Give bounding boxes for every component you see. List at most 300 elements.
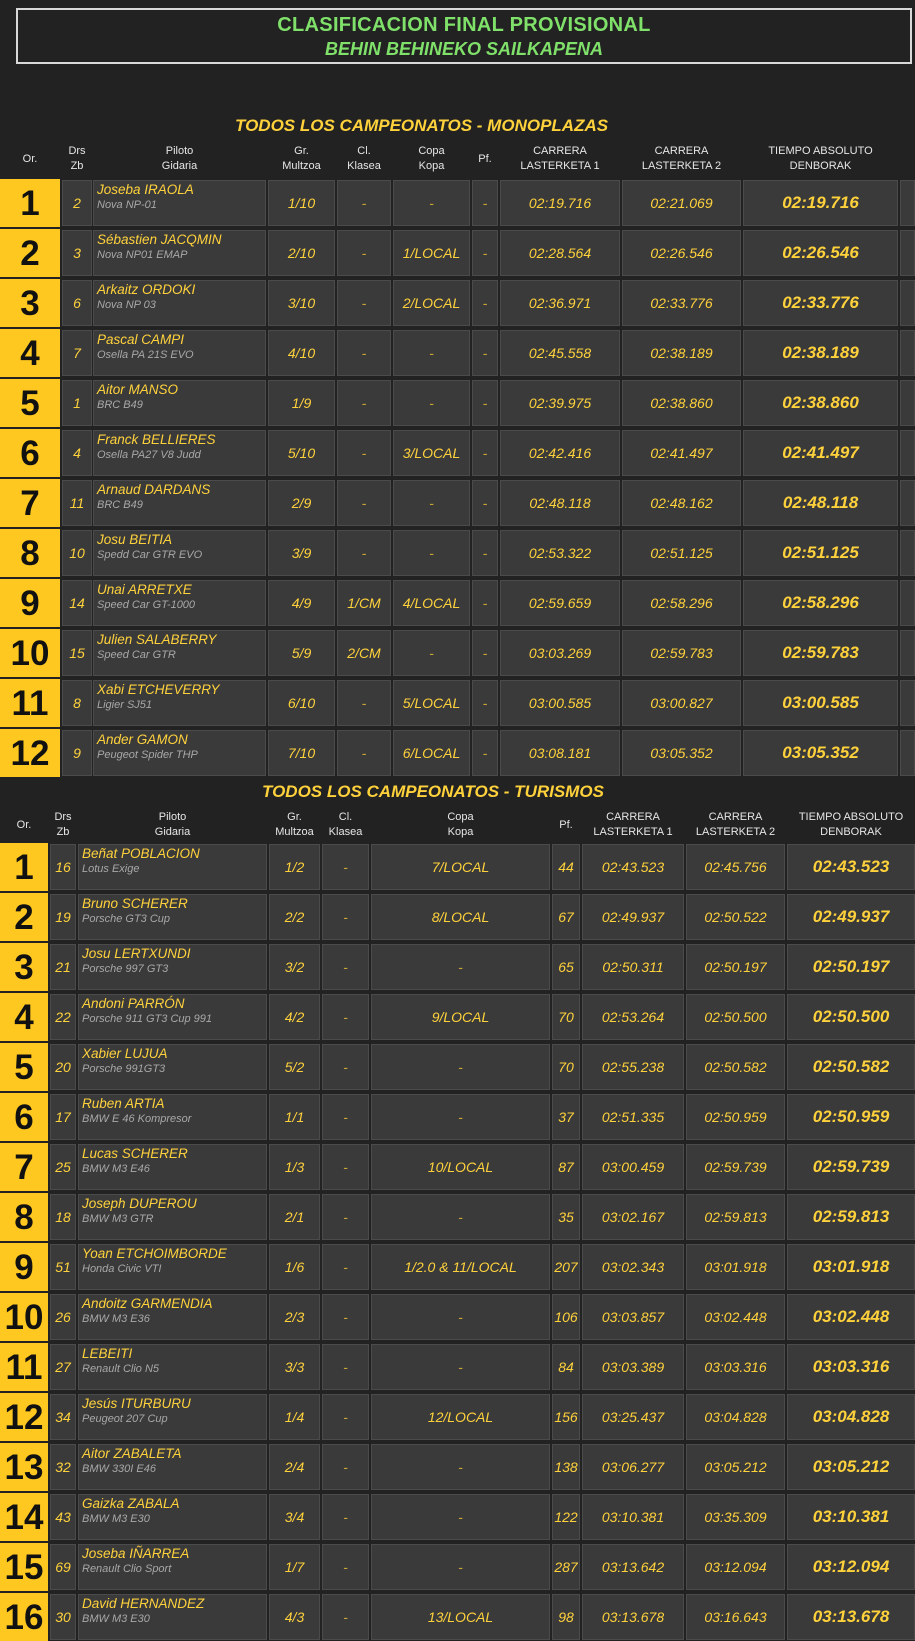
class-position: - — [322, 894, 369, 940]
pilot-cell — [78, 1594, 267, 1640]
class-position: 2/CM — [337, 630, 391, 676]
pf-value: 98 — [552, 1594, 580, 1640]
race-2-time: 03:35.309 — [686, 1494, 785, 1540]
group-position: 2/1 — [269, 1194, 320, 1240]
car-model: BMW M3 E30 — [82, 1513, 150, 1525]
extra-column-cell — [900, 480, 915, 526]
position-badge: 11 — [0, 1343, 48, 1391]
table-row — [0, 943, 915, 991]
class-position: - — [337, 230, 391, 276]
section-title: TODOS LOS CAMPEONATOS - MONOPLAZAS — [235, 116, 609, 135]
group-position: 1/1 — [269, 1094, 320, 1140]
group-position: 4/3 — [269, 1594, 320, 1640]
extra-column-cell — [900, 280, 915, 326]
absolute-time: 03:05.212 — [787, 1444, 915, 1490]
table-row — [0, 229, 915, 277]
car-model: Nova NP 03 — [97, 299, 156, 311]
table-row — [0, 1043, 915, 1091]
absolute-time: 03:03.316 — [787, 1344, 915, 1390]
driver-number: 14 — [62, 580, 92, 626]
header-piloto-line: Gidaria — [154, 826, 191, 838]
absolute-time: 03:00.585 — [743, 680, 898, 726]
pf-value: 287 — [552, 1544, 580, 1590]
race-1-time: 03:13.678 — [582, 1594, 684, 1640]
pilot-name: Josu BEITIA — [97, 532, 173, 547]
driver-number: 1 — [62, 380, 92, 426]
table-row — [0, 529, 915, 577]
group-position: 3/3 — [269, 1344, 320, 1390]
position-badge: 16 — [0, 1593, 48, 1641]
driver-number: 6 — [62, 280, 92, 326]
absolute-time: 03:04.828 — [787, 1394, 915, 1440]
page-subtitle: BEHIN BEHINEKO SAILKAPENA — [324, 39, 604, 59]
cup-position: - — [371, 944, 550, 990]
driver-number: 19 — [50, 894, 76, 940]
class-position: - — [322, 1094, 369, 1140]
table-row — [0, 1343, 915, 1391]
pilot-cell — [78, 1194, 267, 1240]
car-model: Porsche 911 GT3 Cup 991 — [82, 1013, 213, 1025]
table-row — [0, 1093, 915, 1141]
absolute-time: 02:49.937 — [787, 894, 915, 940]
race-1-time: 02:19.716 — [500, 180, 620, 226]
race-2-time: 02:38.860 — [622, 380, 741, 426]
race-2-time: 02:21.069 — [622, 180, 741, 226]
cup-position: 7/LOCAL — [371, 844, 550, 890]
absolute-time: 02:48.118 — [743, 480, 898, 526]
extra-column-cell — [900, 330, 915, 376]
absolute-time: 02:58.296 — [743, 580, 898, 626]
absolute-time: 02:50.197 — [787, 944, 915, 990]
section-title: TODOS LOS CAMPEONATOS - TURISMOS — [262, 782, 604, 801]
pf-value: 70 — [552, 994, 580, 1040]
driver-number: 15 — [62, 630, 92, 676]
absolute-time: 03:05.352 — [743, 730, 898, 776]
pilot-name: Joseba IRAOLA — [97, 182, 194, 197]
pilot-name: Arkaitz ORDOKI — [97, 282, 196, 297]
class-position: - — [337, 280, 391, 326]
header-or-line: Or. — [16, 818, 32, 831]
pilot-cell — [93, 230, 266, 276]
race-2-time: 03:05.212 — [686, 1444, 785, 1490]
group-position: 3/4 — [269, 1494, 320, 1540]
car-model: Nova NP-01 — [97, 199, 157, 211]
pilot-name: David HERNANDEZ — [82, 1596, 205, 1611]
pilot-cell — [93, 430, 266, 476]
header-tiempo-absoluto — [787, 808, 915, 842]
group-position: 2/9 — [268, 480, 335, 526]
driver-number: 32 — [50, 1444, 76, 1490]
race-2-time: 03:01.918 — [686, 1244, 785, 1290]
position-badge: 3 — [0, 943, 48, 991]
pilot-name: Aitor MANSO — [97, 382, 179, 397]
header-drs — [50, 808, 76, 842]
class-position: - — [322, 1394, 369, 1440]
pilot-cell — [78, 944, 267, 990]
cup-position: 8/LOCAL — [371, 894, 550, 940]
pilot-cell — [78, 1144, 267, 1190]
header-carrera-2 — [686, 808, 785, 842]
position-badge: 13 — [0, 1443, 48, 1491]
group-position: 4/10 — [268, 330, 335, 376]
header-gr-line: Multzoa — [282, 160, 321, 172]
group-position: 3/10 — [268, 280, 335, 326]
group-position: 5/9 — [268, 630, 335, 676]
class-position: - — [322, 944, 369, 990]
extra-column-cell — [900, 530, 915, 576]
group-position: 3/2 — [269, 944, 320, 990]
table-row — [0, 843, 915, 891]
position-badge: 2 — [0, 229, 60, 277]
car-model: BMW M3 E46 — [82, 1163, 150, 1175]
car-model: Osella PA 21S EVO — [97, 349, 194, 361]
cup-position: 9/LOCAL — [371, 994, 550, 1040]
header-piloto — [78, 808, 267, 842]
pilot-cell — [78, 1294, 267, 1340]
pilot-cell — [78, 994, 267, 1040]
pf-value: - — [472, 230, 498, 276]
pilot-cell — [78, 1244, 267, 1290]
pf-value: - — [472, 180, 498, 226]
race-1-time: 02:59.659 — [500, 580, 620, 626]
table-header — [0, 808, 915, 842]
header-cl-line: Cl. — [357, 145, 371, 157]
table-row — [0, 429, 915, 477]
pf-value: - — [472, 580, 498, 626]
position-badge: 11 — [0, 679, 60, 727]
table-row — [0, 729, 915, 777]
race-2-time: 02:48.162 — [622, 480, 741, 526]
table-row — [0, 1293, 915, 1341]
table-row — [0, 1443, 915, 1491]
group-position: 3/9 — [268, 530, 335, 576]
position-badge: 7 — [0, 1143, 48, 1191]
car-model: BMW E 46 Kompresor — [82, 1113, 192, 1125]
pf-value: 35 — [552, 1194, 580, 1240]
class-position: - — [322, 1194, 369, 1240]
car-model: BMW M3 E30 — [82, 1613, 150, 1625]
race-2-time: 02:45.756 — [686, 844, 785, 890]
header-pf — [552, 808, 580, 842]
cup-position: 3/LOCAL — [393, 430, 470, 476]
pilot-cell — [78, 1544, 267, 1590]
absolute-time: 02:38.860 — [743, 380, 898, 426]
group-position: 7/10 — [268, 730, 335, 776]
car-model: Porsche GT3 Cup — [82, 913, 171, 925]
car-model: Speed Car GT-1000 — [97, 599, 196, 611]
header-tiempo-absoluto-line: TIEMPO ABSOLUTO — [798, 811, 904, 823]
pf-value: 70 — [552, 1044, 580, 1090]
pilot-cell — [78, 1444, 267, 1490]
table-row — [0, 679, 915, 727]
cup-position: 5/LOCAL — [393, 680, 470, 726]
race-2-time: 02:51.125 — [622, 530, 741, 576]
group-position: 2/10 — [268, 230, 335, 276]
table-row — [0, 379, 915, 427]
header-copa-line: Copa — [418, 145, 445, 157]
pf-value: - — [472, 730, 498, 776]
car-model: Speed Car GTR — [97, 649, 176, 661]
class-position: - — [337, 680, 391, 726]
pilot-name: Pascal CAMPI — [97, 332, 185, 347]
extra-column-cell — [900, 430, 915, 476]
pf-value: - — [472, 630, 498, 676]
cup-position: - — [371, 1544, 550, 1590]
pf-value: 122 — [552, 1494, 580, 1540]
race-1-time: 02:53.322 — [500, 530, 620, 576]
pilot-name: Arnaud DARDANS — [97, 482, 211, 497]
cup-position: 2/LOCAL — [393, 280, 470, 326]
pilot-name: Julien SALABERRY — [97, 632, 217, 647]
class-position: - — [337, 380, 391, 426]
pilot-cell — [78, 1094, 267, 1140]
header-drs-line: Zb — [70, 160, 84, 172]
position-badge: 6 — [0, 429, 60, 477]
cup-position: - — [393, 330, 470, 376]
driver-number: 20 — [50, 1044, 76, 1090]
driver-number: 27 — [50, 1344, 76, 1390]
table-row — [0, 329, 915, 377]
pilot-cell — [93, 380, 266, 426]
absolute-time: 02:59.813 — [787, 1194, 915, 1240]
race-2-time: 02:26.546 — [622, 230, 741, 276]
driver-number: 18 — [50, 1194, 76, 1240]
absolute-time: 02:26.546 — [743, 230, 898, 276]
race-1-time: 02:39.975 — [500, 380, 620, 426]
header-copa-line: Copa — [447, 811, 474, 823]
pf-value: 138 — [552, 1444, 580, 1490]
cup-position: - — [371, 1444, 550, 1490]
group-position: 5/2 — [269, 1044, 320, 1090]
car-model: Renault Clio Sport — [82, 1563, 172, 1575]
cup-position: 10/LOCAL — [371, 1144, 550, 1190]
driver-number: 51 — [50, 1244, 76, 1290]
group-position: 1/7 — [269, 1544, 320, 1590]
header-carrera-2 — [622, 142, 741, 176]
driver-number: 8 — [62, 680, 92, 726]
race-2-time: 02:38.189 — [622, 330, 741, 376]
table-row — [0, 1543, 915, 1591]
car-model: Ligier SJ51 — [97, 699, 153, 711]
class-position: - — [322, 1244, 369, 1290]
position-badge: 10 — [0, 629, 60, 677]
cup-position: - — [393, 480, 470, 526]
absolute-time: 02:33.776 — [743, 280, 898, 326]
header-drs — [62, 142, 92, 176]
race-2-time: 02:33.776 — [622, 280, 741, 326]
header-or — [0, 142, 60, 176]
pf-value: - — [472, 330, 498, 376]
header-piloto-line: Piloto — [165, 145, 194, 157]
pilot-name: Andoni PARRÓN — [82, 996, 185, 1011]
pilot-cell — [78, 1394, 267, 1440]
pilot-name: Yoan ETCHOIMBORDE — [82, 1246, 227, 1261]
pilot-name: Andoitz GARMENDIA — [82, 1296, 213, 1311]
race-2-time: 02:50.500 — [686, 994, 785, 1040]
extra-column-cell — [900, 730, 915, 776]
extra-column-cell — [900, 630, 915, 676]
cup-position: - — [393, 530, 470, 576]
pilot-cell — [93, 480, 266, 526]
absolute-time: 02:38.189 — [743, 330, 898, 376]
pilot-name: Bruno SCHERER — [82, 896, 188, 911]
table-row — [0, 479, 915, 527]
class-position: - — [322, 1344, 369, 1390]
pilot-cell — [93, 580, 266, 626]
driver-number: 3 — [62, 230, 92, 276]
extra-column-cell — [900, 180, 915, 226]
absolute-time: 02:41.497 — [743, 430, 898, 476]
race-1-time: 02:49.937 — [582, 894, 684, 940]
car-model: Nova NP01 EMAP — [97, 249, 188, 261]
absolute-time: 02:50.959 — [787, 1094, 915, 1140]
driver-number: 30 — [50, 1594, 76, 1640]
absolute-time: 02:51.125 — [743, 530, 898, 576]
header-carrera-1-line: LASTERKETA 1 — [593, 826, 673, 838]
race-1-time: 03:10.381 — [582, 1494, 684, 1540]
car-model: Renault Clio N5 — [82, 1363, 160, 1375]
absolute-time: 02:50.500 — [787, 994, 915, 1040]
race-1-time: 03:02.343 — [582, 1244, 684, 1290]
class-position: - — [322, 1444, 369, 1490]
pilot-name: LEBEITI — [82, 1346, 133, 1361]
pilot-cell — [93, 730, 266, 776]
car-model: BRC B49 — [97, 399, 143, 411]
class-position: - — [322, 1294, 369, 1340]
car-model: Peugeot 207 Cup — [82, 1413, 168, 1425]
race-1-time: 02:48.118 — [500, 480, 620, 526]
extra-column-cell — [900, 380, 915, 426]
pilot-name: Ruben ARTIA — [82, 1096, 165, 1111]
extra-column-cell — [900, 580, 915, 626]
table-row — [0, 1593, 915, 1641]
cup-position: 6/LOCAL — [393, 730, 470, 776]
header-copa — [393, 142, 470, 176]
header-tiempo-absoluto-line: DENBORAK — [820, 826, 882, 838]
title-box — [16, 8, 912, 64]
race-2-time: 02:59.813 — [686, 1194, 785, 1240]
car-model: Lotus Exige — [82, 863, 140, 875]
pf-value: - — [472, 480, 498, 526]
absolute-time: 03:12.094 — [787, 1544, 915, 1590]
position-badge: 6 — [0, 1093, 48, 1141]
header-gr-line: Gr. — [294, 145, 309, 157]
group-position: 1/9 — [268, 380, 335, 426]
position-badge: 4 — [0, 329, 60, 377]
car-model: Porsche 991GT3 — [82, 1063, 166, 1075]
position-badge: 9 — [0, 579, 60, 627]
pilot-name: Beñat POBLACION — [82, 846, 200, 861]
race-2-time: 03:05.352 — [622, 730, 741, 776]
driver-number: 21 — [50, 944, 76, 990]
header-cl — [337, 142, 391, 176]
table-row — [0, 179, 915, 227]
class-position: - — [322, 1544, 369, 1590]
header-piloto — [93, 142, 266, 176]
pilot-name: Joseph DUPEROU — [82, 1196, 197, 1211]
position-badge: 15 — [0, 1543, 48, 1591]
group-position: 1/2 — [269, 844, 320, 890]
race-1-time: 03:00.459 — [582, 1144, 684, 1190]
position-badge: 1 — [0, 843, 48, 891]
group-position: 1/4 — [269, 1394, 320, 1440]
pilot-name: Xabi ETCHEVERRY — [97, 682, 220, 697]
driver-number: 22 — [50, 994, 76, 1040]
cup-position: - — [393, 180, 470, 226]
car-model: Porsche 997 GT3 — [82, 963, 169, 975]
header-gr — [269, 808, 320, 842]
header-copa-line: Kopa — [418, 160, 445, 172]
pf-value: 65 — [552, 944, 580, 990]
header-gr-line: Multzoa — [275, 826, 314, 838]
header-copa — [371, 808, 550, 842]
absolute-time: 02:19.716 — [743, 180, 898, 226]
car-model: BRC B49 — [97, 499, 143, 511]
pf-value: - — [472, 680, 498, 726]
driver-number: 26 — [50, 1294, 76, 1340]
cup-position: - — [371, 1294, 550, 1340]
group-position: 6/10 — [268, 680, 335, 726]
group-position: 4/2 — [269, 994, 320, 1040]
race-1-time: 03:06.277 — [582, 1444, 684, 1490]
group-position: 2/4 — [269, 1444, 320, 1490]
class-position: 1/CM — [337, 580, 391, 626]
header-pf-line: Pf. — [478, 152, 492, 165]
cup-position: 4/LOCAL — [393, 580, 470, 626]
class-position: - — [337, 180, 391, 226]
cup-position: 12/LOCAL — [371, 1394, 550, 1440]
table-row — [0, 579, 915, 627]
position-badge: 9 — [0, 1243, 48, 1291]
pf-value: 84 — [552, 1344, 580, 1390]
group-position: 1/6 — [269, 1244, 320, 1290]
car-model: Osella PA27 V8 Judd — [97, 449, 201, 461]
header-gr-line: Gr. — [287, 811, 302, 823]
header-carrera-1-line: LASTERKETA 1 — [520, 160, 600, 172]
driver-number: 69 — [50, 1544, 76, 1590]
pf-value: 44 — [552, 844, 580, 890]
header-drs-line: Zb — [56, 826, 70, 838]
header-drs-line: Drs — [68, 145, 86, 157]
car-model: BMW M3 E36 — [82, 1313, 150, 1325]
header-tiempo-absoluto — [743, 142, 898, 176]
position-badge: 8 — [0, 529, 60, 577]
table-row — [0, 1243, 915, 1291]
car-model: Spedd Car GTR EVO — [97, 549, 203, 561]
pf-value: 87 — [552, 1144, 580, 1190]
pf-value: - — [472, 430, 498, 476]
position-badge: 4 — [0, 993, 48, 1041]
header-carrera-1 — [500, 142, 620, 176]
header-copa-line: Kopa — [447, 826, 474, 838]
pf-value: 67 — [552, 894, 580, 940]
pilot-name: Lucas SCHERER — [82, 1146, 188, 1161]
table-row — [0, 993, 915, 1041]
position-badge: 12 — [0, 729, 60, 777]
race-1-time: 02:43.523 — [582, 844, 684, 890]
pilot-cell — [78, 1344, 267, 1390]
pilot-name: Aitor ZABALETA — [82, 1446, 182, 1461]
pf-value: - — [472, 280, 498, 326]
pilot-name: Unai ARRETXE — [97, 582, 192, 597]
car-model: Peugeot Spider THP — [97, 749, 198, 761]
pilot-name: Sébastien JACQMIN — [97, 232, 222, 247]
header-carrera-1-line: CARRERA — [606, 811, 660, 823]
cup-position: 1/2.0 & 11/LOCAL — [371, 1244, 550, 1290]
pilot-name: Joseba IÑARREA — [82, 1546, 190, 1561]
pilot-cell — [78, 894, 267, 940]
class-position: - — [322, 1144, 369, 1190]
